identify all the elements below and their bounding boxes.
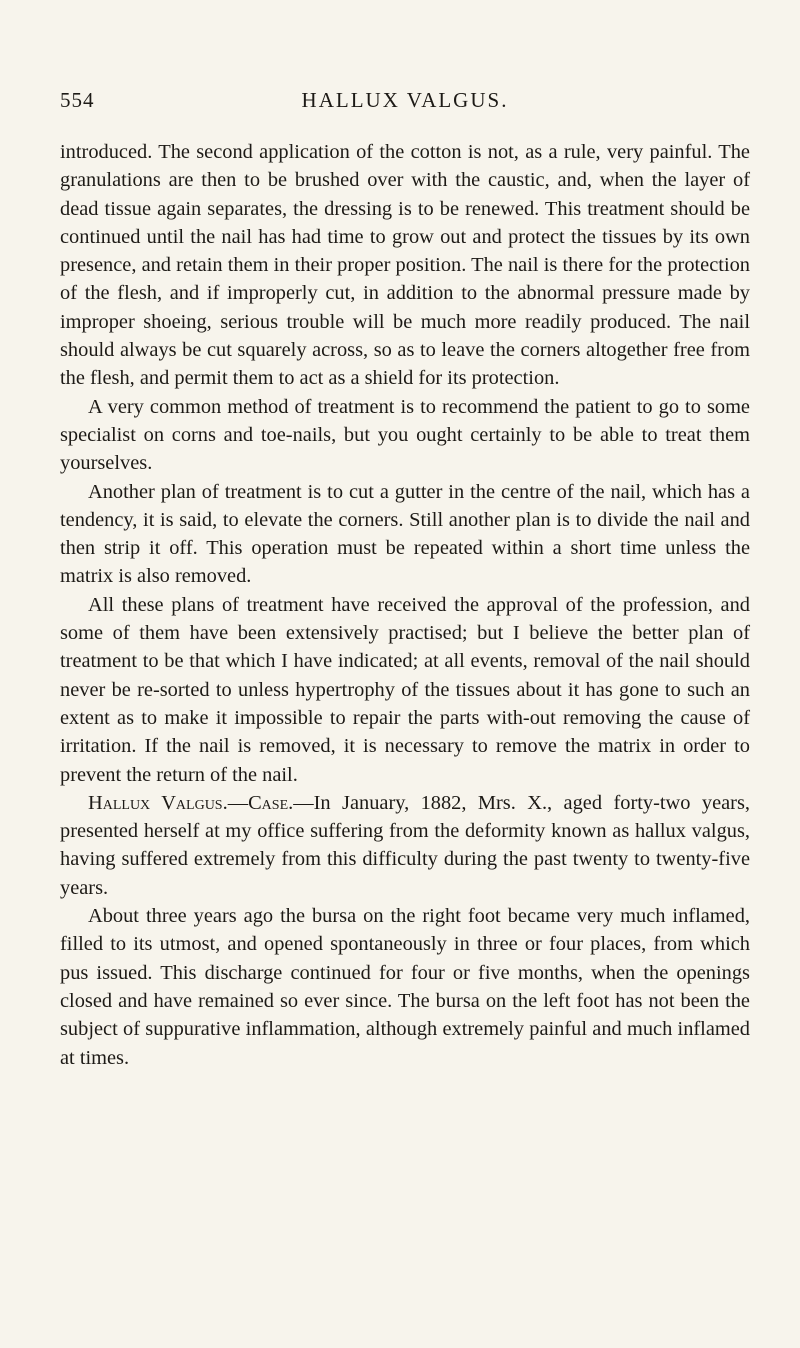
page-number: 554 — [60, 88, 95, 112]
book-page — [60, 88, 750, 1072]
case-heading: Hallux Valgus. — [88, 791, 228, 814]
case-text: —In January, 1882, Mrs. X., aged forty-two years, presented herself at my office suffering from the deformity known as hallux valgus, having suffered extremely from this difficulty during the past twenty to twenty-five years. — [60, 791, 750, 899]
paragraph: All these plans of treatment have received the approval of the profession, and some of them have been extensively practised; but I believe the better plan of treatment to be that which I have indicated; at all events, removal of the nail should never be re-sorted to unless hypertrophy of the tissues about it has gone to such an extent as to make it impossible to repair the parts with-out removing the cause of irritation. If the nail is removed, it is necessary to remove the matrix in order to prevent the return of the nail. — [60, 593, 750, 786]
paragraph-continued: introduced. The second application of the cotton is not, as a rule, very painful. The granulations are then to be brushed over with the caustic, and, when the layer of dead tissue again separates, the dressing is to be renewed. This treatment should be continued until the nail has had time to grow out and protect the tissues by its own presence, and retain them in their proper position. The nail is there for the protection of the flesh, and if improperly cut, in addition to the abnormal pressure made by improper shoeing, serious trouble will be much more readily produced. The nail should always be cut squarely across, so as to leave the corners altogether free from the flesh, and permit them to act as a shield for its protection. — [60, 141, 750, 390]
running-head — [60, 88, 750, 116]
running-head-title: HALLUX VALGUS. — [301, 88, 509, 112]
paragraph: A very common method of treatment is to recommend the patient to go to some specialist on corns and toe-nails, but you ought certainly to be able to treat them yourselves. — [60, 395, 750, 475]
case-paragraph — [60, 789, 750, 902]
body-text — [60, 138, 750, 1072]
case-label: Case. — [248, 791, 294, 814]
paragraph: About three years ago the bursa on the right foot became very much inflamed, filled to its utmost, and opened spontaneously in three or four places, from which pus issued. This discharge continued for four or five months, when the openings closed and have remained so ever since. The bursa on the left foot has not been the subject of suppurative inflammation, although extremely painful and much inflamed at times. — [60, 905, 750, 1069]
paragraph: Another plan of treatment is to cut a gutter in the centre of the nail, which has a tendency, it is said, to elevate the corners. Still another plan is to divide the nail and then strip it off. This operation must be repeated within a short time unless the matrix is also removed. — [60, 480, 750, 588]
case-dash: — — [227, 791, 249, 814]
